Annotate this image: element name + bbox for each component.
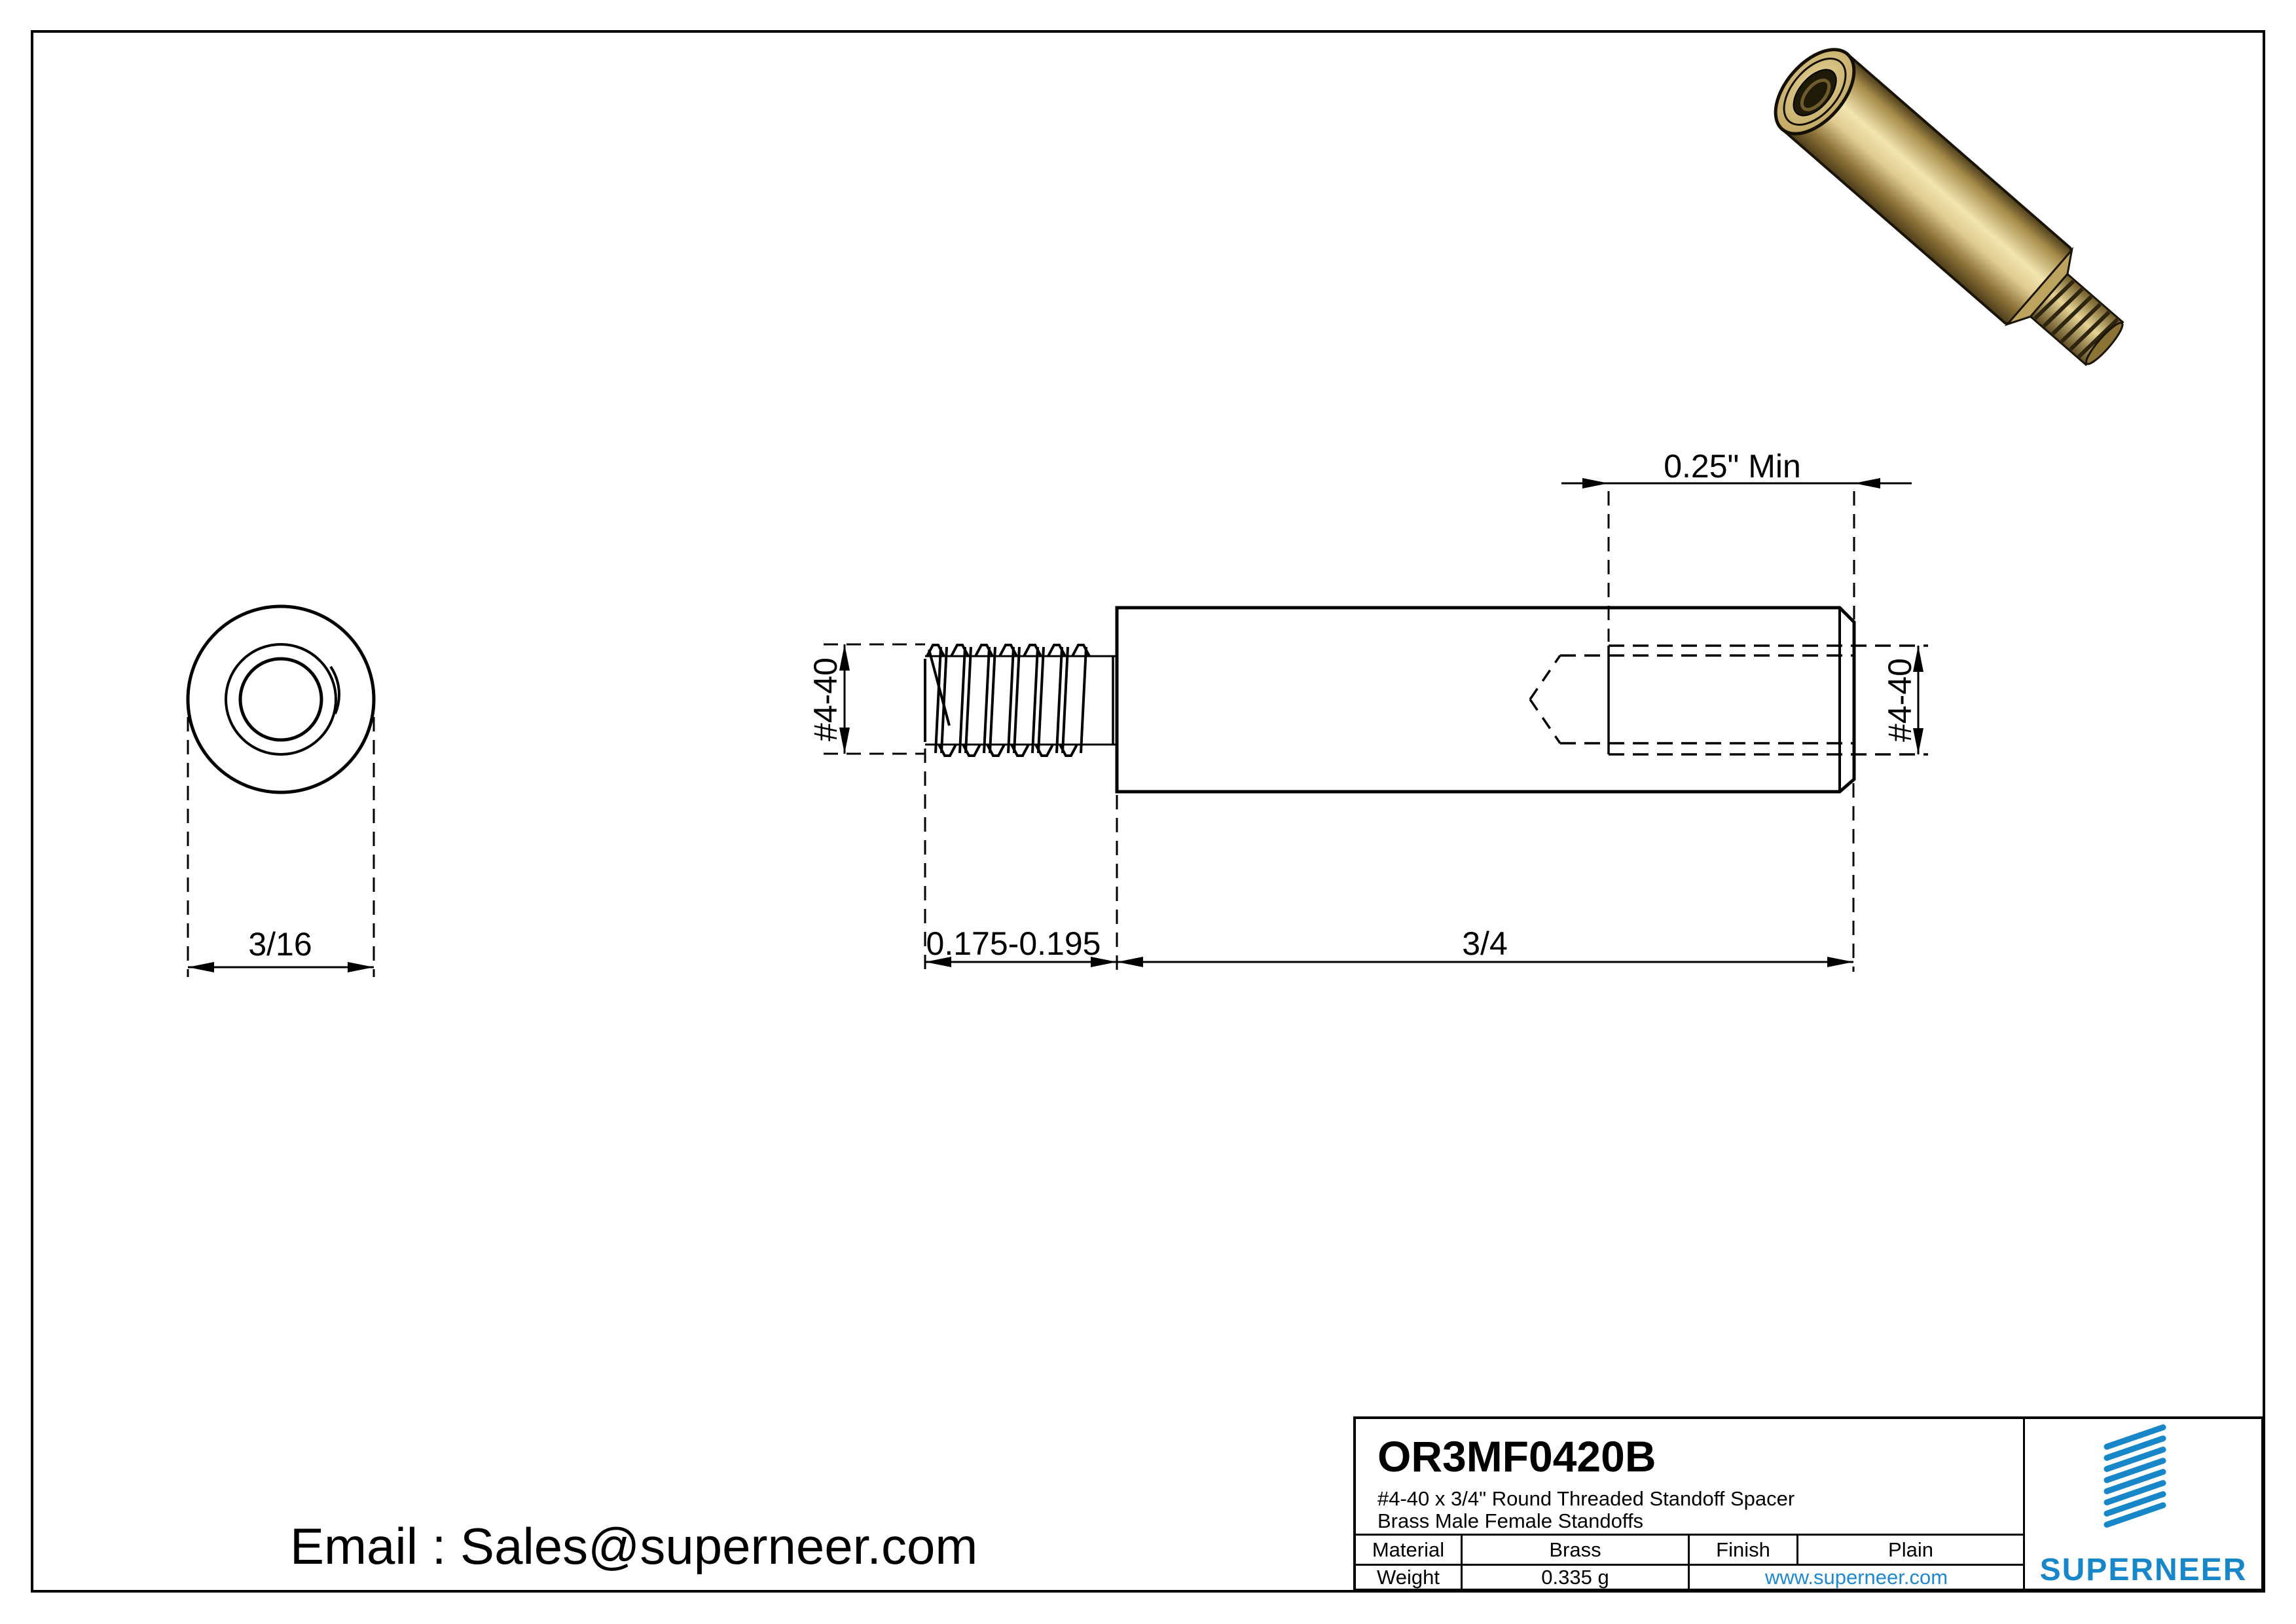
side-view-body <box>1117 608 1854 792</box>
dim-label-end-view-diameter: 3/16 <box>248 926 312 963</box>
weight-label: Weight <box>1377 1565 1440 1589</box>
brand-logo-icon <box>2102 1434 2181 1532</box>
description-line-2: Brass Male Female Standoffs <box>1377 1509 1644 1532</box>
website-link[interactable]: www.superneer.com <box>1764 1565 1948 1589</box>
dim-label-body-length: 3/4 <box>1462 925 1508 962</box>
end-view <box>188 606 374 792</box>
brand-name: SUPERNEER <box>2039 1553 2248 1587</box>
finish-label: Finish <box>1716 1538 1770 1561</box>
material-value: Brass <box>1549 1538 1601 1561</box>
dim-label-female-thread-size: #4-40 <box>1882 658 1918 742</box>
male-thread <box>925 645 1117 756</box>
finish-value: Plain <box>1888 1538 1933 1561</box>
dim-label-male-thread-size: #4-40 <box>807 657 844 741</box>
description-line-1: #4-40 x 3/4" Round Threaded Standoff Spacer <box>1377 1487 1795 1510</box>
part-number: OR3MF0420B <box>1377 1432 1656 1481</box>
title-block <box>1353 1416 2264 1591</box>
dim-label-min-thread-depth: 0.25" Min <box>1664 448 1801 485</box>
dim-label-male-thread-length: 0.175-0.195 <box>926 925 1101 962</box>
material-label: Material <box>1372 1538 1445 1561</box>
sheet-border <box>32 31 2264 1591</box>
weight-value: 0.335 g <box>1541 1565 1609 1589</box>
standoff-3d-render <box>1760 35 2141 385</box>
contact-email-text: Email : Sales@superneer.com <box>290 1517 978 1575</box>
